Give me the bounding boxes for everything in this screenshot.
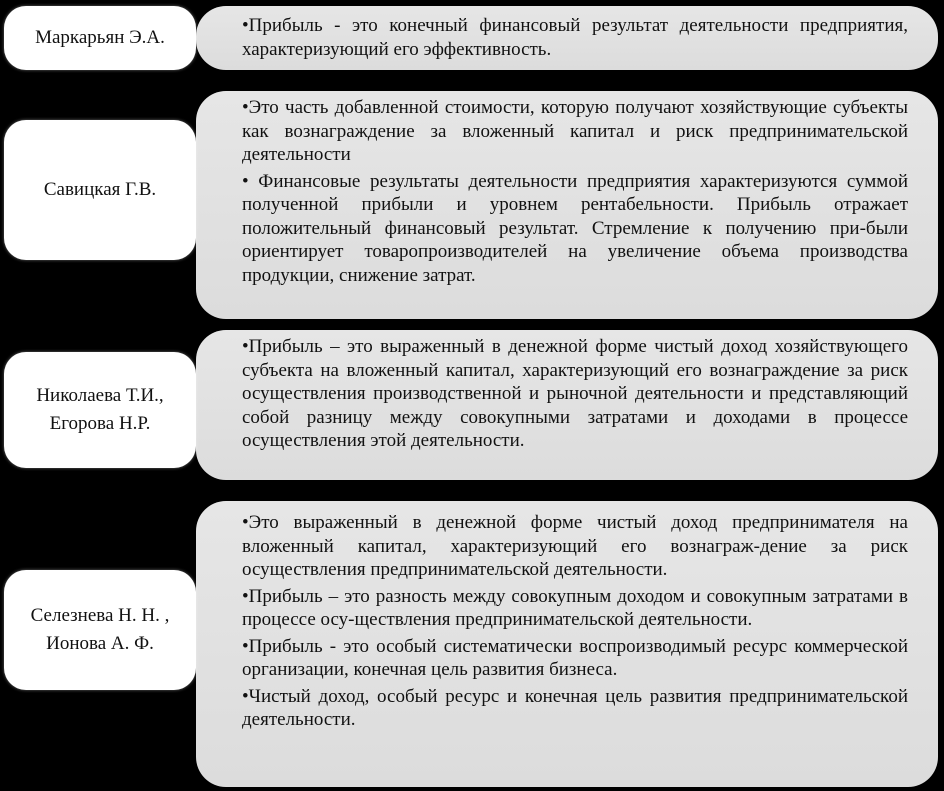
definition-text: •Прибыль - это конечный финансовый результат деятельности предприятия, характеризующий его эффективность. (242, 15, 908, 60)
definition-text: •Прибыль – это выраженный в денежной форме чистый доход хозяйствующего субъекта на вложенный капитал, характеризующий его вознаграждение за риск осуществления производственной и рыночной деятельности и представляющий собой разницу между совокупными затратами и доходами в процессе осуществления этой деятельности. (242, 336, 908, 451)
definition-box (196, 91, 938, 319)
definition-box (196, 501, 938, 787)
definition-text: •Прибыль - это особый систематически воспроизводимый ресурс коммерческой организации, конечная цель развития бизнеса. (242, 635, 908, 680)
author-name-line1: Николаева Т.И., (36, 385, 164, 406)
author-name-line2: Егорова Н.Р. (49, 413, 151, 434)
author-name: Маркарьян Э.А. (35, 27, 165, 48)
definition-box (196, 6, 938, 70)
author-box (4, 352, 196, 468)
author-name-line1: Селезнева Н. Н. , (30, 605, 170, 626)
author-box (4, 6, 196, 70)
author-box (4, 120, 196, 260)
definition-text: •Прибыль – это разность между совокупным доходом и совокупным затратами в процессе осу-ществления предпринимательской деятельности. (242, 585, 908, 630)
author-box (4, 570, 196, 690)
definition-text: •Чистый доход, особый ресурс и конечная цель развития предпринимательской деятельности. (242, 685, 908, 730)
definition-text: • Финансовые результаты деятельности предприятия характеризуются суммой полученной прибыли и уровнем рентабельности. Прибыль отражает положительный финансовый результат. Стремление к получению при-были ориентирует товаропроизводителей на увеличение объема производства продукции, снижение затрат. (242, 170, 908, 286)
author-name: Савицкая Г.В. (43, 179, 157, 200)
definition-text: •Это выраженный в денежной форме чистый доход предпринимателя на вложенный капитал, характеризующий его вознаграж-дение за риск осуществления предпринимательской деятельности. (242, 512, 908, 580)
definition-text: •Это часть добавленной стоимости, которую получают хозяйствующие субъекты как вознаграждение за вложенный капитал и риск предпринимательской деятельности (242, 97, 908, 165)
definition-box (196, 330, 938, 480)
author-name-line2: Ионова А. Ф. (46, 633, 154, 654)
